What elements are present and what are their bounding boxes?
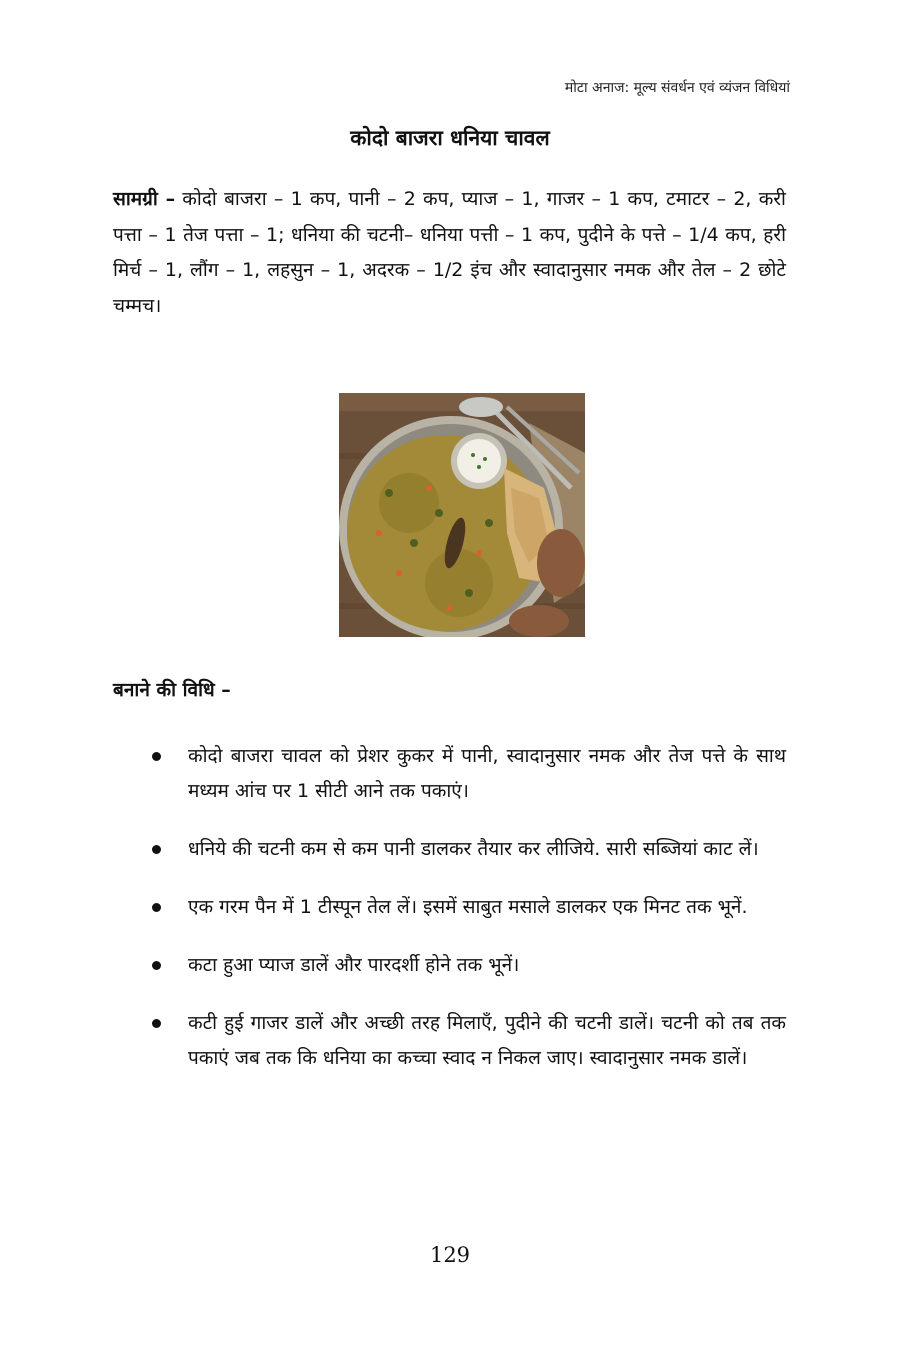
running-header: मोटा अनाज: मूल्य संवर्धन एवं व्यंजन विधियां	[564, 80, 790, 96]
list-item	[150, 739, 786, 809]
bullet-icon	[152, 752, 161, 761]
bullet-icon	[152, 845, 161, 854]
step-text: धनिये की चटनी कम से कम पानी डालकर तैयार कर लीजिये. सारी सब्जियां काट लें।	[188, 838, 759, 860]
list-item	[150, 832, 786, 867]
recipe-title: कोदो बाजरा धनिया चावल	[350, 126, 550, 150]
ingredients-text: कोदो बाजरा – 1 कप, पानी – 2 कप, प्याज – 1, गाजर – 1 कप, टमाटर – 2, करी पत्ता – 1 तेज पत्ता – 1; धनिया की चटनी– धनिया पत्ती – 1 कप, पुदीने के पत्ते – 1/4 कप, हरी मिर्च – 1, लौंग – 1, लहसुन – 1, अदरक – 1/2 इंच और स्वादानुसार नमक और तेल – 2 छोटे चम्मच।	[113, 188, 786, 317]
ingredients-label: सामग्री –	[113, 188, 176, 210]
step-text: कटा हुआ प्याज डालें और पारदर्शी होने तक भूनें।	[188, 954, 520, 976]
ingredients-paragraph	[113, 182, 786, 324]
bullet-icon	[152, 903, 161, 912]
list-item	[150, 890, 786, 925]
list-item	[150, 948, 786, 983]
bullet-icon	[152, 1019, 161, 1028]
list-item	[150, 1006, 786, 1076]
page-number: 129	[429, 1243, 471, 1267]
step-text: एक गरम पैन में 1 टीस्पून तेल लें। इसमें साबुत मसाले डालकर एक मिनट तक भूनें.	[188, 896, 748, 918]
step-text: कटी हुई गाजर डालें और अच्छी तरह मिलाएँ, पुदीने की चटनी डालें। चटनी को तब तक पकाएं जब तक कि धनिया का कच्चा स्वाद न निकल जाए। स्वादानुसार नमक डालें।	[188, 1012, 786, 1069]
method-steps-list	[150, 739, 786, 1099]
step-text: कोदो बाजरा चावल को प्रेशर कुकर में पानी, स्वादानुसार नमक और तेज पत्ते के साथ मध्यम आंच पर 1 सीटी आने तक पकाएं।	[188, 745, 786, 802]
method-heading: बनाने की विधि –	[113, 679, 231, 701]
dish-photo	[339, 393, 585, 637]
bullet-icon	[152, 961, 161, 970]
